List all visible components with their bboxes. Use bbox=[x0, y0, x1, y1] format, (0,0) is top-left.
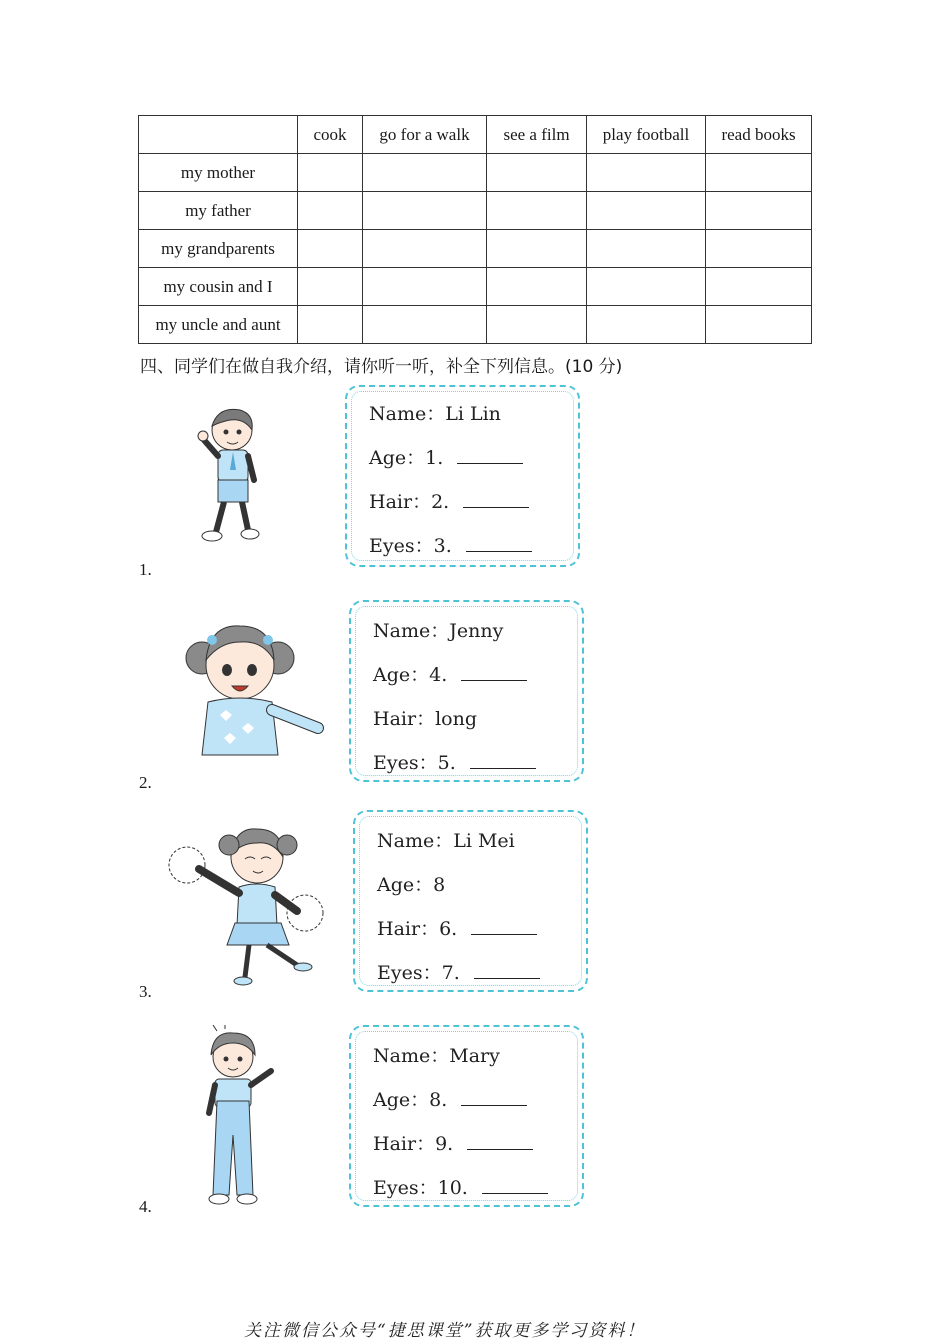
header-cell: play football bbox=[587, 116, 706, 154]
row-label: Name ： bbox=[377, 830, 453, 852]
name-row bbox=[369, 399, 501, 426]
cheerleader-illustration bbox=[165, 815, 330, 990]
row-label: Age ： bbox=[373, 664, 429, 686]
row-value: long bbox=[435, 708, 477, 730]
answer-blank[interactable] bbox=[470, 750, 536, 769]
name-row bbox=[377, 826, 515, 853]
table-row bbox=[139, 306, 812, 344]
answer-cell[interactable] bbox=[587, 306, 706, 344]
answer-cell[interactable] bbox=[706, 268, 812, 306]
answer-cell[interactable] bbox=[487, 154, 587, 192]
name-row bbox=[373, 1041, 500, 1068]
answer-cell[interactable] bbox=[487, 268, 587, 306]
answer-cell[interactable] bbox=[298, 268, 363, 306]
info-card bbox=[349, 600, 584, 782]
item-number: 3. bbox=[139, 982, 152, 1001]
row-value: 3. bbox=[433, 535, 452, 557]
answer-cell[interactable] bbox=[587, 230, 706, 268]
answer-blank[interactable] bbox=[482, 1175, 548, 1194]
answer-cell[interactable] bbox=[298, 230, 363, 268]
header-cell: cook bbox=[298, 116, 363, 154]
row-label: my mother bbox=[139, 154, 298, 192]
header-cell-blank bbox=[139, 116, 298, 154]
row-label: Name ： bbox=[369, 403, 445, 425]
answer-blank[interactable] bbox=[474, 960, 540, 979]
row-label: Hair ： bbox=[377, 918, 439, 940]
row-label: Hair ： bbox=[373, 1133, 435, 1155]
row-label: Eyes ： bbox=[369, 535, 434, 557]
answer-blank[interactable] bbox=[463, 489, 529, 508]
header-cell: go for a walk bbox=[363, 116, 487, 154]
answer-cell[interactable] bbox=[706, 230, 812, 268]
row-value: 8 bbox=[433, 874, 446, 896]
answer-blank[interactable] bbox=[461, 662, 527, 681]
row-label: my cousin and I bbox=[139, 268, 298, 306]
row-value: Li Mei bbox=[453, 830, 515, 852]
answer-cell[interactable] bbox=[487, 192, 587, 230]
answer-cell[interactable] bbox=[363, 154, 487, 192]
row-label: Hair ： bbox=[369, 491, 431, 513]
row-value: 6. bbox=[439, 918, 458, 940]
row-label: Age ： bbox=[369, 447, 425, 469]
row-value: 7. bbox=[441, 962, 460, 984]
row-label: my grandparents bbox=[139, 230, 298, 268]
row-label: Eyes ： bbox=[377, 962, 442, 984]
header-cell: read books bbox=[706, 116, 812, 154]
answer-cell[interactable] bbox=[363, 230, 487, 268]
activity-table bbox=[138, 115, 812, 344]
answer-cell[interactable] bbox=[363, 306, 487, 344]
row-value: 9. bbox=[435, 1133, 454, 1155]
table-row bbox=[139, 230, 812, 268]
table-header-row bbox=[139, 116, 812, 154]
row-label: Hair ： bbox=[373, 708, 435, 730]
row-value: 10. bbox=[437, 1177, 468, 1199]
row-label: Age ： bbox=[377, 874, 433, 896]
row-label: Age ： bbox=[373, 1089, 429, 1111]
table-row bbox=[139, 268, 812, 306]
answer-blank[interactable] bbox=[466, 533, 532, 552]
answer-blank[interactable] bbox=[471, 916, 537, 935]
footer-note: 关注微信公众号“捷思课堂”获取更多学习资料！ bbox=[244, 1321, 646, 1341]
answer-cell[interactable] bbox=[363, 268, 487, 306]
info-card bbox=[349, 1025, 584, 1207]
item-number: 2. bbox=[139, 773, 152, 792]
girl-illustration bbox=[180, 610, 330, 760]
answer-cell[interactable] bbox=[706, 154, 812, 192]
row-value: Mary bbox=[449, 1045, 500, 1067]
table-row bbox=[139, 192, 812, 230]
eyes-row bbox=[373, 1173, 548, 1200]
info-card bbox=[353, 810, 588, 992]
section-title: 四、同学们在做自我介绍，请你听一听，补全下列信息。(10 分) bbox=[140, 357, 623, 377]
hair-row bbox=[373, 704, 477, 731]
info-card bbox=[345, 385, 580, 567]
answer-cell[interactable] bbox=[706, 306, 812, 344]
answer-cell[interactable] bbox=[298, 154, 363, 192]
row-label: my uncle and aunt bbox=[139, 306, 298, 344]
hair-row bbox=[373, 1129, 533, 1156]
answer-cell[interactable] bbox=[587, 268, 706, 306]
row-label: Name ： bbox=[373, 1045, 449, 1067]
age-row bbox=[377, 870, 445, 897]
answer-cell[interactable] bbox=[298, 306, 363, 344]
row-value: Li Lin bbox=[445, 403, 501, 425]
answer-cell[interactable] bbox=[587, 154, 706, 192]
answer-blank[interactable] bbox=[467, 1131, 533, 1150]
row-label: my father bbox=[139, 192, 298, 230]
hair-row bbox=[369, 487, 529, 514]
age-row bbox=[373, 1085, 527, 1112]
row-value: 8. bbox=[429, 1089, 448, 1111]
row-value: Jenny bbox=[449, 620, 504, 642]
row-value: 1. bbox=[425, 447, 444, 469]
answer-cell[interactable] bbox=[487, 306, 587, 344]
eyes-row bbox=[373, 748, 536, 775]
hair-row bbox=[377, 914, 537, 941]
answer-cell[interactable] bbox=[363, 192, 487, 230]
age-row bbox=[369, 443, 523, 470]
answer-cell[interactable] bbox=[298, 192, 363, 230]
item-number: 4. bbox=[139, 1197, 152, 1216]
table-row bbox=[139, 154, 812, 192]
answer-blank[interactable] bbox=[457, 445, 523, 464]
boy-illustration bbox=[190, 400, 270, 550]
answer-cell[interactable] bbox=[487, 230, 587, 268]
row-label: Eyes ： bbox=[373, 752, 438, 774]
row-value: 2. bbox=[431, 491, 450, 513]
row-label: Name ： bbox=[373, 620, 449, 642]
answer-cell[interactable] bbox=[706, 192, 812, 230]
row-value: 5. bbox=[437, 752, 456, 774]
eyes-row bbox=[377, 958, 540, 985]
answer-cell[interactable] bbox=[587, 192, 706, 230]
row-label: Eyes ： bbox=[373, 1177, 438, 1199]
item-number: 1. bbox=[139, 560, 152, 579]
age-row bbox=[373, 660, 527, 687]
header-cell: see a film bbox=[487, 116, 587, 154]
eyes-row bbox=[369, 531, 532, 558]
row-value: 4. bbox=[429, 664, 448, 686]
girl-overalls-illustration bbox=[195, 1025, 290, 1210]
name-row bbox=[373, 616, 503, 643]
answer-blank[interactable] bbox=[461, 1087, 527, 1106]
